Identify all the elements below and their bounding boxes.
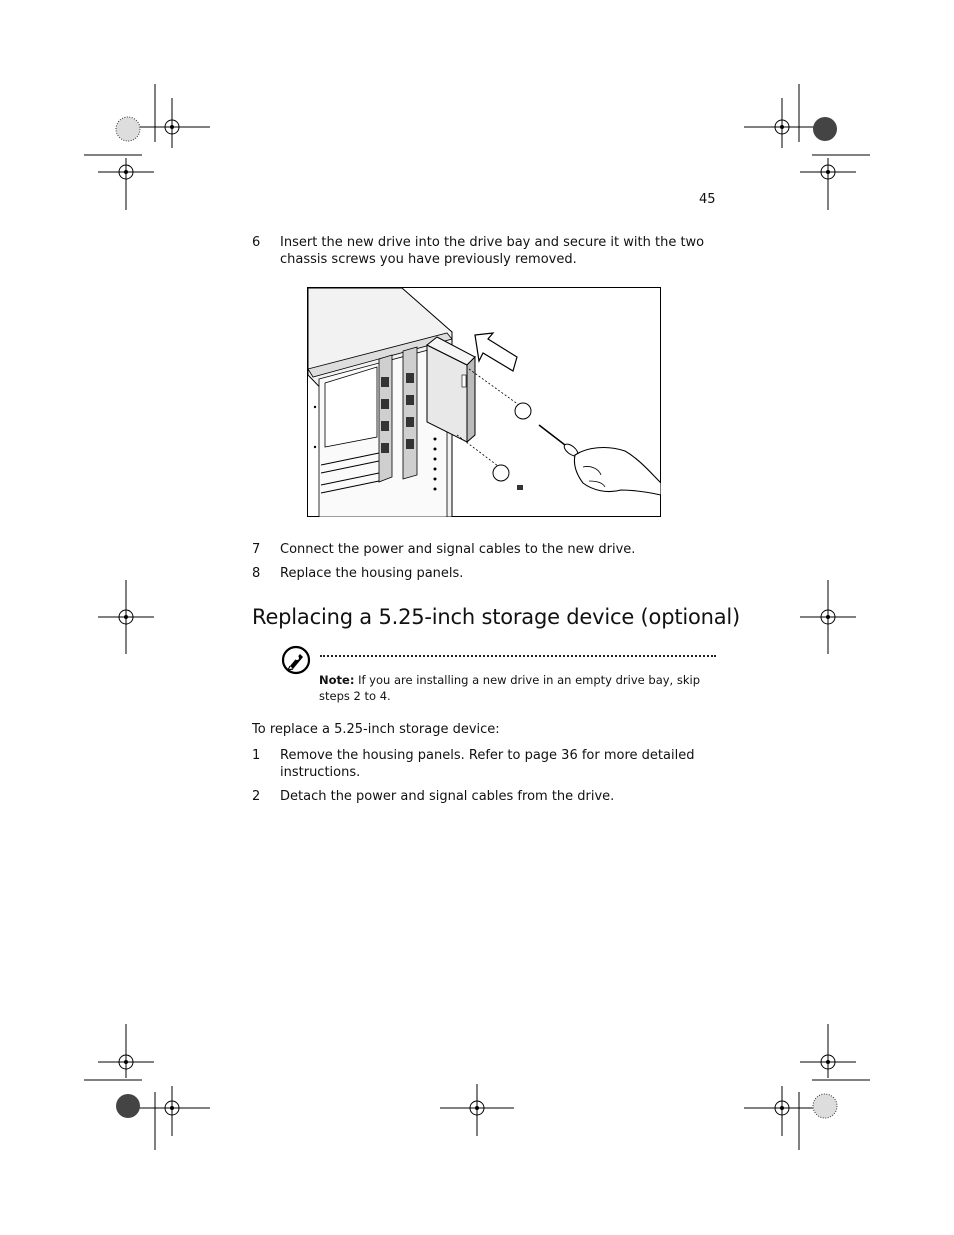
note-pen-icon bbox=[281, 645, 311, 675]
section-heading: Replacing a 5.25-inch storage device (optional) bbox=[252, 605, 741, 629]
step-text: Insert the new drive into the drive bay and secure it with the two chassis screws you have previously removed. bbox=[280, 235, 705, 267]
note-text bbox=[319, 672, 719, 704]
drive-installation-figure bbox=[307, 287, 661, 517]
step-number: 7 bbox=[252, 542, 261, 557]
step-number: 2 bbox=[252, 789, 261, 804]
step-number: 8 bbox=[252, 566, 261, 581]
note-divider bbox=[320, 655, 716, 657]
page-number: 45 bbox=[699, 192, 716, 207]
note-label: Note: bbox=[319, 673, 355, 687]
note-body: If you are installing a new drive in an empty drive bay, skip steps 2 to 4. bbox=[319, 673, 701, 703]
step-number: 6 bbox=[252, 235, 261, 250]
step-text: Remove the housing panels. Refer to page 36 for more detailed instructions. bbox=[280, 748, 695, 780]
drive-installation-illustration bbox=[307, 287, 661, 517]
procedure-intro: To replace a 5.25-inch storage device: bbox=[252, 722, 500, 737]
step-text: Detach the power and signal cables from the drive. bbox=[280, 789, 615, 804]
step-number: 1 bbox=[252, 748, 261, 763]
step-text: Replace the housing panels. bbox=[280, 566, 464, 581]
step-text: Connect the power and signal cables to the new drive. bbox=[280, 542, 636, 557]
